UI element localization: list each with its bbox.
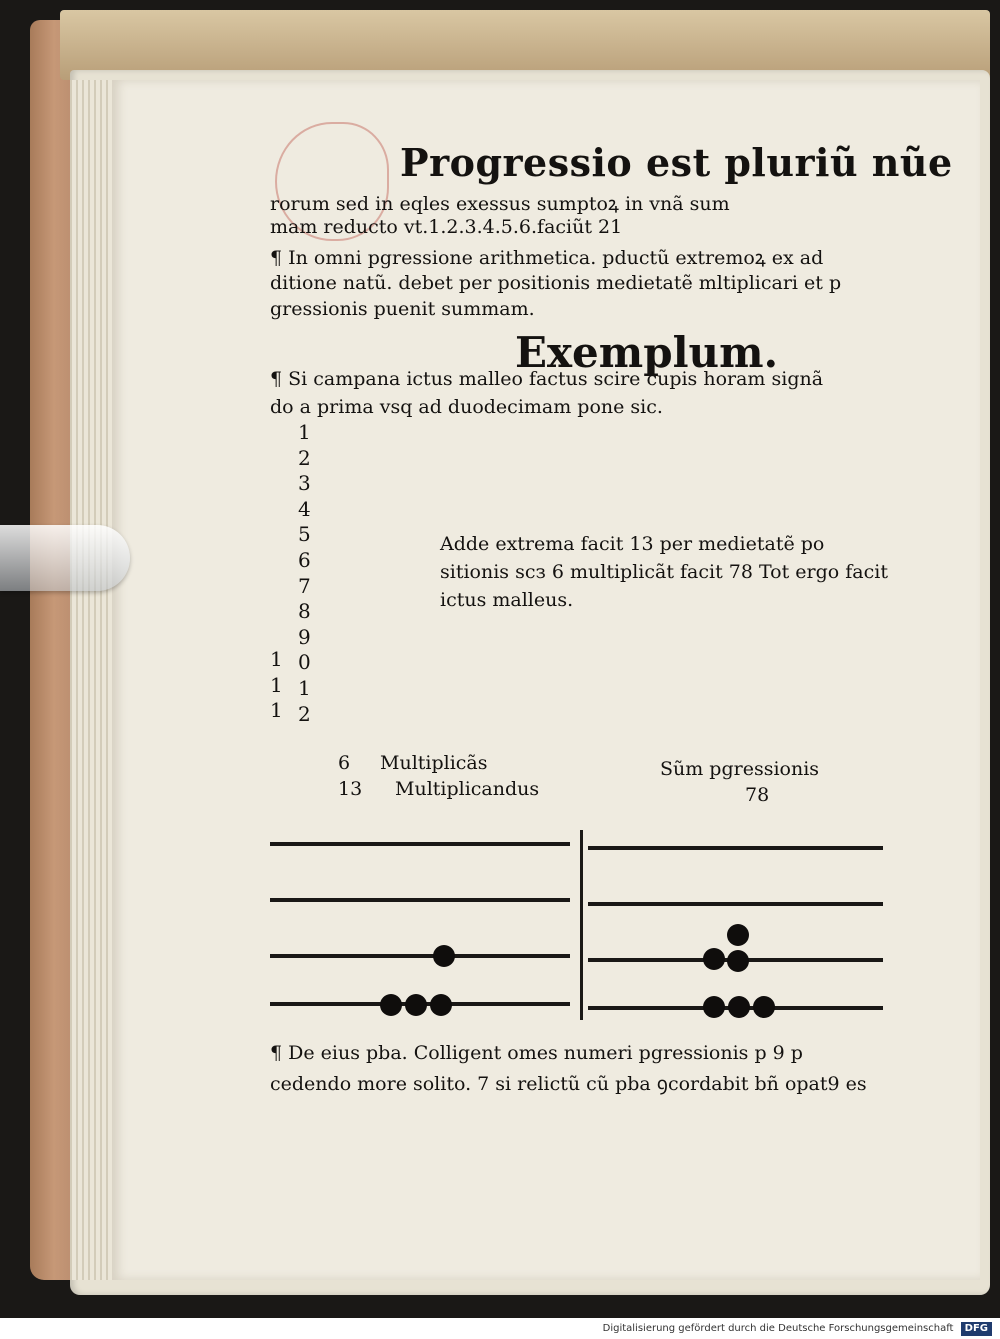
abacus-bead [380, 994, 402, 1016]
footer-text: Digitalisierung gefördert durch die Deutsche Forschungsgemeinschaft [602, 1323, 954, 1334]
sum-label: Sũm pgressionis [660, 758, 820, 780]
abacus-bead [405, 994, 427, 1016]
intro-line: ¶ In omni pgressione arithmetica. pductũ extremoꝝ ex ad [270, 247, 824, 269]
tens-column [270, 647, 283, 724]
example-line: do a prima vsq ad duodecimam pone sic. [270, 396, 663, 418]
section-heading: Exemplum. [515, 328, 779, 377]
closing-line: cedendo more solito. 7 si relictũ cũ pba ꝯcordabit bñ opat9 es [270, 1073, 867, 1095]
number: 6 [298, 547, 311, 572]
number: 5 [298, 522, 311, 547]
abacus-bead [703, 996, 725, 1018]
number: 4 [298, 496, 311, 521]
multiplicandus-label: Multiplicandus [395, 778, 540, 800]
number: 1 [298, 675, 311, 700]
abacus-line [270, 954, 570, 958]
dfg-logo: DFG [961, 1322, 992, 1336]
number: 0 [298, 650, 311, 675]
abacus-line [588, 902, 883, 906]
number: 1 [270, 647, 283, 671]
multiplicans-value: 6 [338, 752, 351, 774]
abacus-bead [727, 950, 749, 972]
abacus-line [270, 898, 570, 902]
abacus-line [588, 846, 883, 850]
page-edges [70, 80, 114, 1280]
number: 2 [298, 445, 311, 470]
intro-line: ditione natũ. debet per positionis medietatẽ mltiplicari et p [270, 272, 842, 294]
number: 8 [298, 599, 311, 624]
number: 1 [270, 672, 283, 697]
abacus-line [270, 842, 570, 846]
multiplicans-label: Multiplicãs [380, 752, 488, 774]
multiplicandus-value: 13 [338, 778, 363, 800]
number: 1 [270, 698, 283, 723]
abacus-divider [580, 830, 583, 1020]
example-note: Adde extrema facit 13 per medietatẽ po sitionis scз 6 multiplicãt facit 78 Tot ergo facit ictus malleus. [440, 533, 888, 611]
abacus-bead [703, 948, 725, 970]
number: 9 [298, 624, 311, 649]
abacus-bead [728, 996, 750, 1018]
sum-value: 78 [745, 784, 770, 806]
glass-page-holder [0, 525, 130, 591]
abacus-bead [430, 994, 452, 1016]
abacus-bead [433, 945, 455, 967]
intro-line: mam reducto vt.1.2.3.4.5.6.faciũt 21 [270, 216, 623, 238]
page-title: Progressio est pluriũ nũe [400, 140, 953, 185]
number: 7 [298, 573, 311, 598]
number: 1 [298, 420, 311, 444]
abacus-bead [753, 996, 775, 1018]
intro-line: gressionis puenit summam. [270, 298, 535, 320]
example-line: ¶ Si campana ictus malleo factus scire cupis horam signã [270, 368, 824, 390]
closing-line: ¶ De eius pba. Colligent omes numeri pgressionis p 9 p [270, 1042, 803, 1064]
footer-credit [0, 1318, 1000, 1339]
intro-line: rorum sed in eqles exessus sumptoꝝ in vnã sum [270, 193, 730, 215]
number: 3 [298, 471, 311, 496]
number-column [298, 420, 311, 727]
abacus-bead [727, 924, 749, 946]
number: 2 [298, 701, 311, 726]
